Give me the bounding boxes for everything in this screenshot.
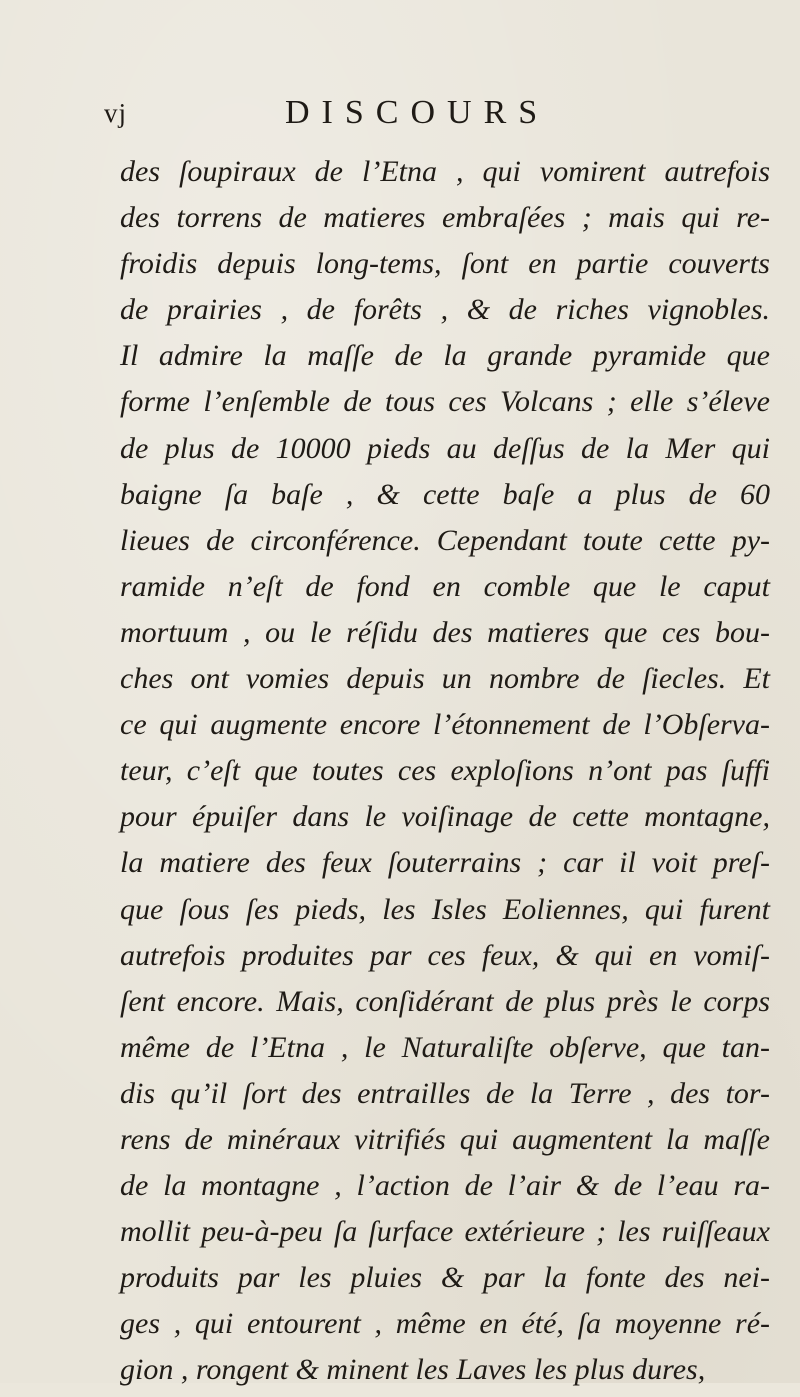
text-line: des ſoupiraux de l’Etna , qui vomirent autrefois	[120, 155, 770, 188]
body-text	[120, 152, 770, 1397]
text-line: que ſous ſes pieds, les Isles Eoliennes, qui furent	[120, 892, 770, 926]
text-line: rens de minéraux vitrifiés qui augmentent la maſſe	[120, 1122, 770, 1156]
text-line: mortuum , ou le réſidu des matieres que ces bou-	[120, 615, 770, 649]
text-line: autrefois produites par ces feux, & qui en vomiſ-	[120, 938, 770, 972]
text-line: ges , qui entourent , même en été, ſa moyenne ré-	[120, 1307, 770, 1341]
text-line: forme l’enſemble de tous ces Volcans ; elle s’éleve	[120, 385, 770, 419]
text-line: lieues de circonférence. Cependant toute cette py-	[120, 523, 770, 557]
page-header	[0, 94, 800, 138]
page-number: vj	[104, 98, 128, 128]
text-line: teur, c’eſt que toutes ces exploſions n’ont pas ſuffi	[120, 754, 770, 788]
running-head: DISCOURS	[285, 94, 550, 131]
text-line: de la montagne , l’action de l’air & de l’eau ra-	[120, 1169, 770, 1203]
text-line: mollit peu-à-peu ſa ſurface extérieure ; les ruiſſeaux	[120, 1215, 770, 1249]
text-line: baigne ſa baſe , & cette baſe a plus de 60	[120, 477, 770, 511]
text-line: froidis depuis long-tems, ſont en partie couverts	[120, 247, 770, 281]
text-line: pour épuiſer dans le voiſinage de cette montagne,	[120, 800, 770, 834]
text-line: même de l’Etna , le Naturaliſte obſerve, que tan-	[120, 1030, 770, 1064]
text-line: dis qu’il ſort des entrailles de la Terre , des tor-	[120, 1076, 770, 1110]
text-line: Il admire la maſſe de la grande pyramide que	[120, 339, 770, 373]
text-line: gion , rongent & minent les Laves les plus dures,	[120, 1353, 706, 1387]
text-line: ce qui augmente encore l’étonnement de l’Obſerva-	[120, 708, 770, 742]
text-line: ramide n’eſt de fond en comble que le caput	[120, 569, 770, 603]
text-line: des torrens de matieres embraſées ; mais qui re-	[120, 201, 770, 235]
text-line: de plus de 10000 pieds au deſſus de la Mer qui	[120, 431, 770, 465]
text-line: ches ont vomies depuis un nombre de ſiecles. Et	[120, 662, 770, 696]
text-line: ſent encore. Mais, conſidérant de plus près le corps	[120, 984, 770, 1018]
text-line: la matiere des feux ſouterrains ; car il voit preſ-	[120, 846, 770, 880]
text-line: produits par les pluies & par la fonte des nei-	[120, 1261, 770, 1295]
text-line: de prairies , de forêts , & de riches vignobles.	[120, 293, 770, 327]
